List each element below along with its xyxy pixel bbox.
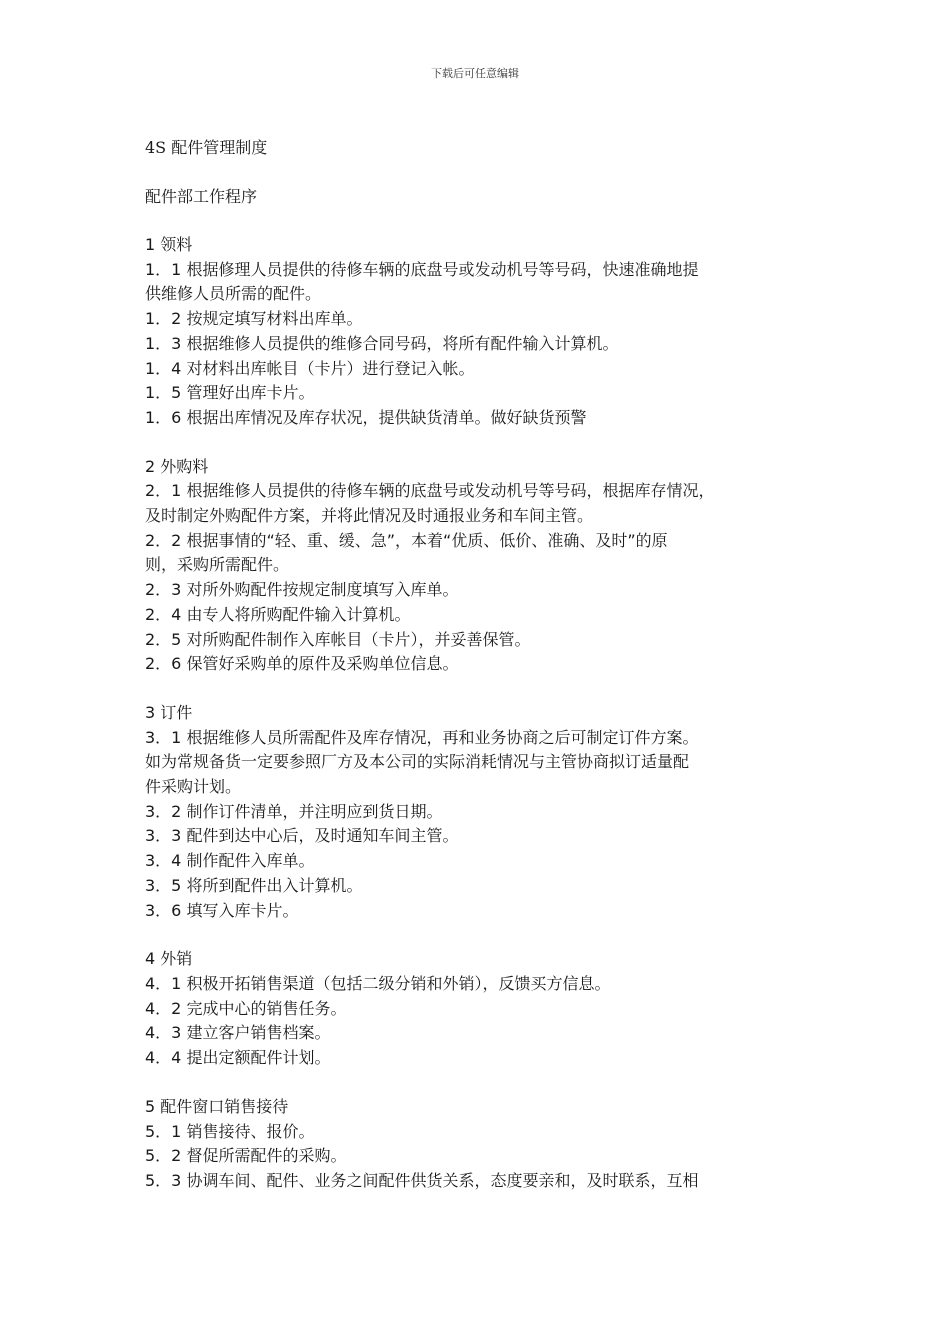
list-item: 2．2 根据事情的“轻、重、缓、急”，本着“优质、低价、准确、及时”的原 则，采购所需配件。 xyxy=(145,530,668,575)
list-item: 2．4 由专人将所购配件输入计算机。 xyxy=(145,604,411,624)
list-item: 4．3 建立客户销售档案。 xyxy=(145,1023,331,1043)
section-heading: 3 订件 xyxy=(145,702,193,722)
page-header-note: 下载后可任意编辑 xyxy=(431,67,519,80)
list-item: 4．2 完成中心的销售任务。 xyxy=(145,998,347,1018)
sections-container xyxy=(145,233,825,1194)
section-4 xyxy=(145,947,825,1071)
list-item: 2．3 对所外购配件按规定制度填写入库单。 xyxy=(145,580,459,600)
section-heading: 1 领料 xyxy=(145,235,193,254)
section-heading: 2 外购料 xyxy=(145,456,209,476)
list-item: 2．6 保管好采购单的原件及采购单位信息。 xyxy=(145,654,459,674)
list-item: 3．4 制作配件入库单。 xyxy=(145,851,315,871)
document-subtitle: 配件部工作程序 xyxy=(145,187,258,206)
list-item: 2．1 根据维修人员提供的待修车辆的底盘号或发动机号等号码，根据库存情况， 及时制定外购配件方案，并将此情况及时通报业务和车间主管。 xyxy=(145,481,715,526)
section-2 xyxy=(145,455,825,677)
list-item: 3．2 制作订件清单，并注明应到货日期。 xyxy=(145,801,443,821)
list-item: 5．3 协调车间、配件、业务之间配件供货关系，态度要亲和，及时联系，互相 xyxy=(145,1170,699,1190)
list-item: 5．2 督促所需配件的采购。 xyxy=(145,1146,347,1166)
list-item: 4．1 积极开拓销售渠道（包括二级分销和外销），反馈买方信息。 xyxy=(145,973,611,993)
section-heading: 5 配件窗口销售接待 xyxy=(145,1096,289,1116)
section-1 xyxy=(145,233,825,431)
section-3 xyxy=(145,701,825,923)
document-title: 4S 配件管理制度 xyxy=(145,138,268,157)
list-item: 3．3 配件到达中心后，及时通知车间主管。 xyxy=(145,826,459,846)
document-body xyxy=(145,136,825,1194)
section-heading: 4 外销 xyxy=(145,949,193,969)
list-item: 1．1 根据修理人员提供的待修车辆的底盘号或发动机号等号码，快速准确地提 供维修人员所需的配件。 xyxy=(145,259,699,304)
list-item: 2．5 对所购配件制作入库帐目（卡片），并妥善保管。 xyxy=(145,629,531,649)
list-item: 3．6 填写入库卡片。 xyxy=(145,900,299,920)
list-item: 4．4 提出定额配件计划。 xyxy=(145,1048,331,1068)
list-item: 1．5 管理好出库卡片。 xyxy=(145,383,315,403)
list-item: 1．4 对材料出库帐目（卡片）进行登记入帐。 xyxy=(145,358,475,378)
list-item: 5．1 销售接待、报价。 xyxy=(145,1121,315,1141)
list-item: 1．3 根据维修人员提供的维修合同号码，将所有配件输入计算机。 xyxy=(145,333,619,353)
list-item: 3．5 将所到配件出入计算机。 xyxy=(145,875,363,895)
section-5 xyxy=(145,1095,825,1194)
list-item: 1．6 根据出库情况及库存状况，提供缺货清单。做好缺货预警 xyxy=(145,407,587,427)
list-item: 3．1 根据维修人员所需配件及库存情况，再和业务协商之后可制定订件方案。 如为常规备货一定要参照厂方及本公司的实际消耗情况与主管协商拟订适量配 件采购计划。 xyxy=(145,727,699,797)
list-item: 1．2 按规定填写材料出库单。 xyxy=(145,309,363,329)
